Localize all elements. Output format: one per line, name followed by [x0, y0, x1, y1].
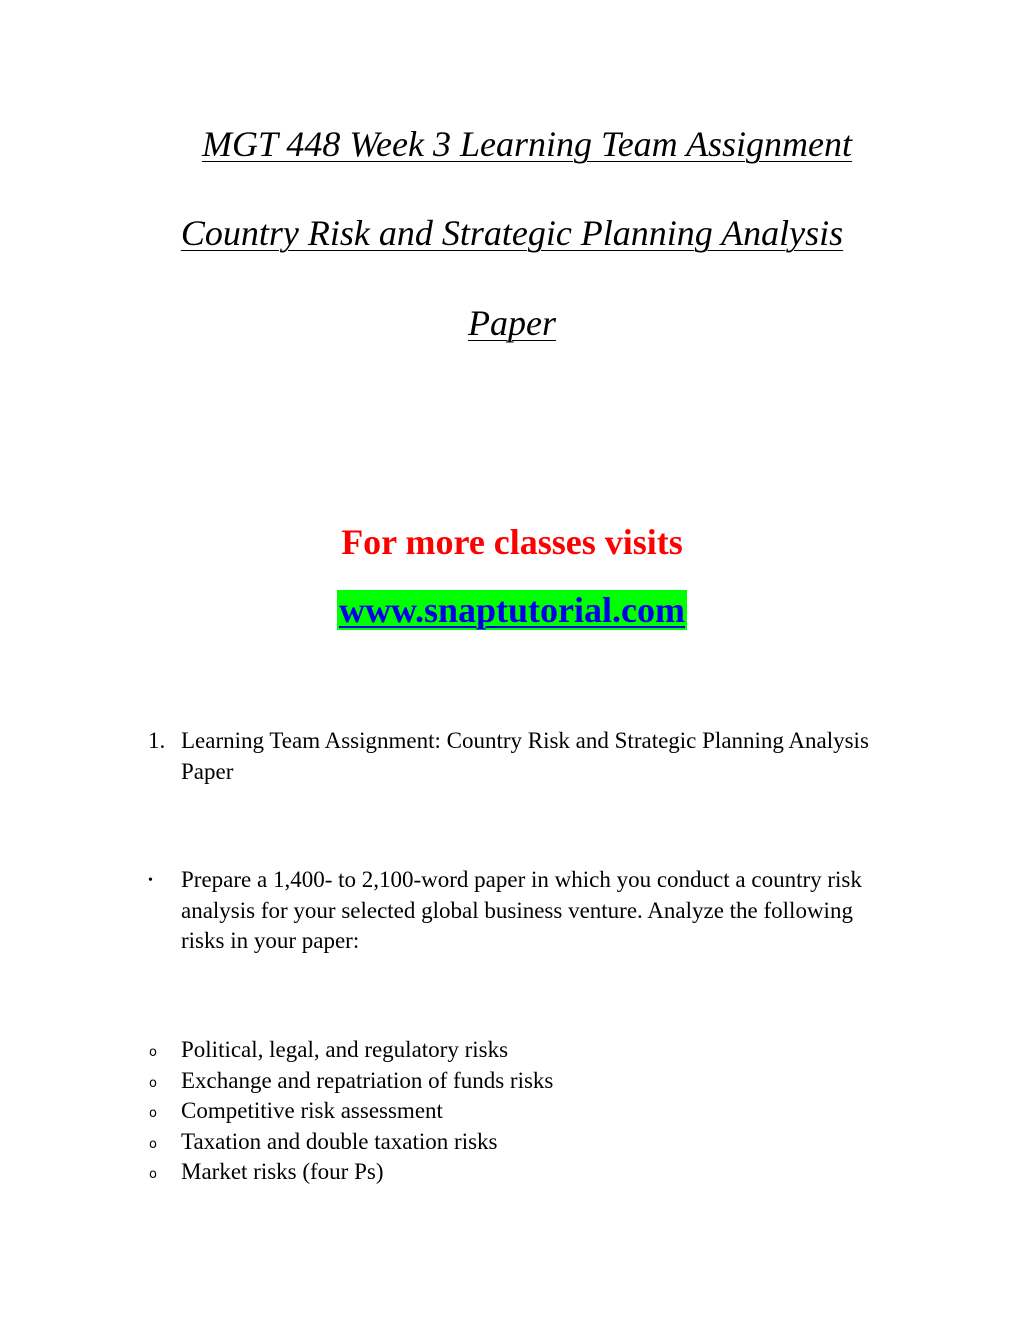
list-number: 1.	[148, 728, 166, 753]
title-line-1: MGT 448 Week 3 Learning Team Assignment	[201, 124, 853, 164]
promo-link-container	[0, 588, 1024, 632]
list-item	[0, 1127, 1024, 1158]
sub-item-text: Exchange and repatriation of funds risks	[181, 1067, 554, 1093]
promo-text: For more classes visits	[341, 522, 683, 562]
circle-bullet-icon: o	[149, 1106, 157, 1121]
sub-item-text: Market risks (four Ps)	[181, 1159, 384, 1184]
bullet-dot-icon: •	[148, 873, 153, 888]
sub-item-text: Political, legal, and regulatory risks	[181, 1037, 509, 1062]
bullet-item-text: Prepare a 1,400- to 2,100-word paper in which you conduct a country risk analysis for your selected global business venture. Analyze the following risks in your paper:	[181, 867, 862, 953]
circle-bullet-icon: o	[149, 1167, 157, 1182]
circle-bullet-icon: o	[149, 1045, 157, 1060]
list-item	[0, 1066, 1024, 1097]
sub-item-text: Competitive risk assessment	[181, 1098, 443, 1123]
list-item	[0, 1157, 1024, 1188]
sub-item-text: Taxation and double taxation risks	[181, 1128, 498, 1154]
promo-link[interactable]: www.snaptutorial.com	[338, 590, 685, 630]
title-line-3: Paper	[468, 303, 556, 343]
circle-bullet-icon: o	[149, 1136, 157, 1152]
list-item	[0, 1035, 1024, 1066]
circle-bullet-icon: o	[149, 1075, 157, 1091]
title-line-2: Country Risk and Strategic Planning Analysis	[180, 213, 844, 253]
numbered-item-text: Learning Team Assignment: Country Risk and Strategic Planning Analysis Paper	[181, 728, 869, 784]
risk-sub-list	[0, 1035, 1024, 1188]
list-item	[0, 1096, 1024, 1127]
